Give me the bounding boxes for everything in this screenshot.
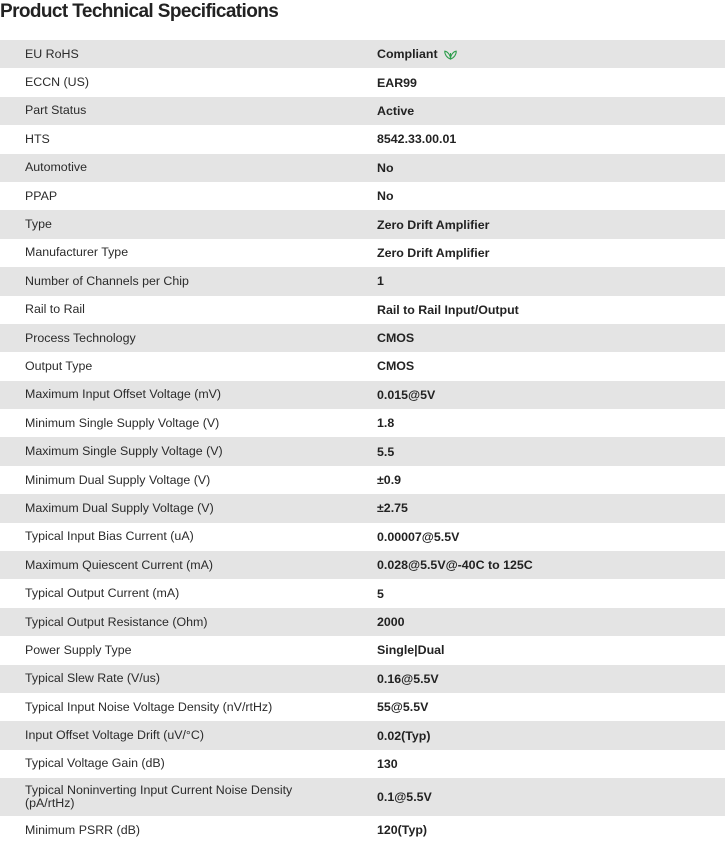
- spec-row: [0, 551, 725, 579]
- spec-value: [352, 643, 725, 657]
- spec-row: [0, 68, 725, 96]
- spec-label: Number of Channels per Chip: [25, 273, 189, 288]
- spec-label: Part Status: [25, 103, 87, 118]
- spec-value: [352, 558, 725, 572]
- spec-value-text: 120(Typ): [377, 823, 428, 838]
- spec-value: [352, 76, 725, 90]
- spec-label: Power Supply Type: [25, 642, 132, 657]
- spec-label: Typical Slew Rate (V/us): [25, 671, 160, 686]
- spec-value-text: No: [377, 160, 394, 175]
- spec-row: [0, 97, 725, 125]
- spec-value: [352, 672, 725, 686]
- spec-row: [0, 494, 725, 522]
- spec-value-text: Compliant: [377, 47, 438, 62]
- spec-value: [352, 501, 725, 515]
- spec-label: Minimum Single Supply Voltage (V): [25, 415, 220, 430]
- spec-value: [352, 790, 725, 804]
- spec-value: [352, 416, 725, 430]
- spec-value: [352, 615, 725, 629]
- spec-value: [352, 104, 725, 118]
- spec-label: Typical Output Current (mA): [25, 586, 180, 601]
- spec-label: Rail to Rail: [25, 302, 85, 317]
- spec-value: [352, 587, 725, 601]
- spec-value-text: Zero Drift Amplifier: [377, 217, 490, 232]
- spec-row: [0, 182, 725, 210]
- spec-value-text: Rail to Rail Input/Output: [377, 302, 519, 317]
- spec-value-text: CMOS: [377, 331, 415, 346]
- spec-row: [0, 778, 725, 816]
- spec-value-text: 0.028@5.5V@-40C to 125C: [377, 558, 533, 573]
- spec-label: Minimum PSRR (dB): [25, 822, 140, 837]
- spec-value: [352, 132, 725, 146]
- spec-value-text: 0.1@5.5V: [377, 790, 432, 805]
- spec-value: [352, 445, 725, 459]
- spec-label: Typical Noninverting Input Current Noise Density (pA/rtHz): [25, 783, 293, 811]
- spec-row: [0, 267, 725, 295]
- spec-value: [352, 729, 725, 743]
- spec-value-text: 0.16@5.5V: [377, 671, 439, 686]
- spec-label: Minimum Dual Supply Voltage (V): [25, 472, 211, 487]
- spec-value-text: 0.00007@5.5V: [377, 529, 460, 544]
- spec-value-text: Single|Dual: [377, 643, 445, 658]
- spec-value-text: ±0.9: [377, 473, 402, 488]
- spec-row: [0, 381, 725, 409]
- spec-value: [352, 473, 725, 487]
- spec-value-text: ±2.75: [377, 501, 408, 516]
- spec-value-text: 0.015@5V: [377, 387, 436, 402]
- spec-row: [0, 40, 725, 68]
- spec-value-text: No: [377, 189, 394, 204]
- spec-label: Automotive: [25, 160, 87, 175]
- spec-row: [0, 816, 725, 844]
- spec-value: [352, 303, 725, 317]
- spec-label: Type: [25, 217, 52, 232]
- spec-value: [352, 218, 725, 232]
- spec-label: Manufacturer Type: [25, 245, 129, 260]
- spec-label: PPAP: [25, 188, 58, 203]
- spec-value: [352, 530, 725, 544]
- spec-row: [0, 154, 725, 182]
- spec-value: [352, 823, 725, 837]
- spec-value-text: 0.02(Typ): [377, 728, 431, 743]
- leaf-icon: [444, 49, 457, 60]
- spec-label: Maximum Quiescent Current (mA): [25, 557, 213, 572]
- spec-row: [0, 352, 725, 380]
- spec-value: [352, 246, 725, 260]
- spec-value-text: 1: [377, 274, 384, 289]
- spec-row: [0, 608, 725, 636]
- spec-label: EU RoHS: [25, 46, 79, 61]
- spec-label: Maximum Single Supply Voltage (V): [25, 444, 223, 459]
- spec-row: [0, 665, 725, 693]
- spec-row: [0, 125, 725, 153]
- spec-row: [0, 750, 725, 778]
- spec-label: Output Type: [25, 358, 93, 373]
- spec-value-text: 1.8: [377, 416, 395, 431]
- spec-label: Typical Input Bias Current (uA): [25, 529, 194, 544]
- spec-value: [352, 757, 725, 771]
- spec-value: [352, 47, 725, 61]
- spec-row: [0, 239, 725, 267]
- spec-label: Input Offset Voltage Drift (uV/°C): [25, 728, 204, 743]
- spec-value: [352, 359, 725, 373]
- spec-value-text: 5.5: [377, 444, 395, 459]
- spec-value-text: 55@5.5V: [377, 700, 429, 715]
- spec-value: [352, 331, 725, 345]
- spec-value-text: CMOS: [377, 359, 415, 374]
- spec-value: [352, 388, 725, 402]
- spec-value-text: 130: [377, 756, 398, 771]
- spec-row: [0, 466, 725, 494]
- spec-row: [0, 579, 725, 607]
- spec-value-text: 2000: [377, 615, 405, 629]
- spec-label: Typical Voltage Gain (dB): [25, 756, 165, 771]
- spec-label: ECCN (US): [25, 75, 90, 90]
- page-title: Product Technical Specifications: [0, 1, 279, 22]
- spec-value-text: 5: [377, 586, 384, 601]
- spec-row: [0, 721, 725, 749]
- spec-value-text: EAR99: [377, 75, 417, 90]
- spec-label: Process Technology: [25, 330, 136, 345]
- spec-label: Maximum Dual Supply Voltage (V): [25, 500, 214, 515]
- spec-value: [352, 700, 725, 714]
- spec-row: [0, 636, 725, 664]
- spec-value: [352, 274, 725, 288]
- spec-value-text: Active: [377, 103, 415, 118]
- spec-row: [0, 523, 725, 551]
- spec-value-text: Zero Drift Amplifier: [377, 245, 490, 260]
- spec-label: HTS: [25, 131, 50, 146]
- spec-label: Typical Input Noise Voltage Density (nV/rtHz): [25, 699, 273, 714]
- spec-label: Maximum Input Offset Voltage (mV): [25, 387, 222, 402]
- spec-row: [0, 437, 725, 465]
- spec-label: Typical Output Resistance (Ohm): [25, 614, 208, 629]
- spec-row: [0, 296, 725, 324]
- spec-table: [0, 40, 725, 845]
- spec-row: [0, 693, 725, 721]
- spec-row: [0, 210, 725, 238]
- spec-row: [0, 409, 725, 437]
- spec-value: [352, 189, 725, 203]
- spec-value-text: 8542.33.00.01: [377, 132, 457, 147]
- spec-row: [0, 324, 725, 352]
- spec-value: [352, 161, 725, 175]
